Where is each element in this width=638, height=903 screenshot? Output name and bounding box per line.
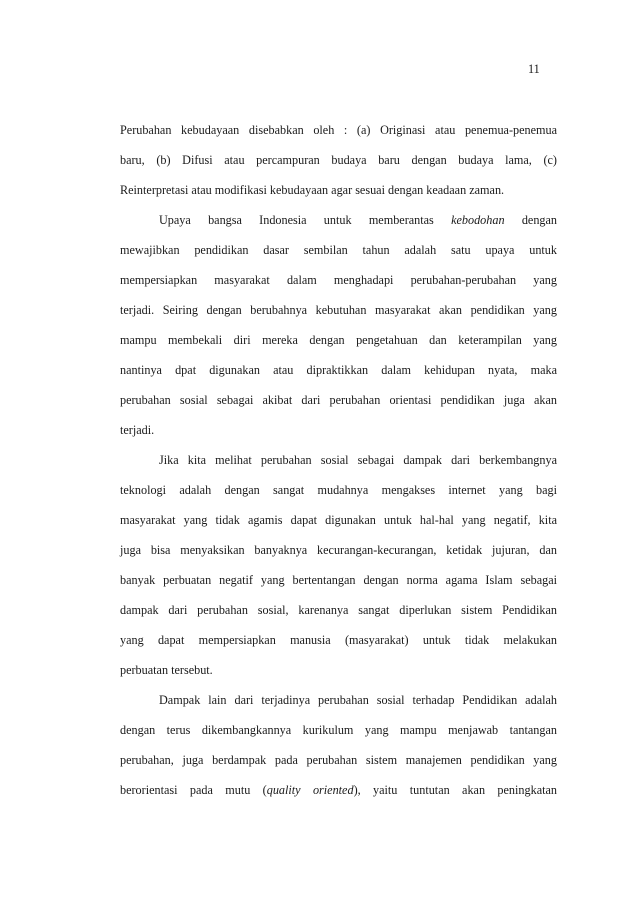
text-line: terjadi. Seiring dengan berubahnya kebutuhan masyarakat akan pendidikan yang — [120, 303, 557, 317]
text-line: mewajibkan pendidikan dasar sembilan tahun adalah satu upaya untuk — [120, 243, 557, 257]
page-number: 11 — [528, 62, 540, 76]
italic-term: quality oriented — [266, 783, 354, 797]
text-line: yang dapat mempersiapkan manusia (masyarakat) untuk tidak melakukan — [120, 633, 557, 647]
text-line: Jika kita melihat perubahan sosial sebagai dampak dari berkembangnya — [159, 453, 557, 467]
text-line: perubahan, juga berdampak pada perubahan sistem manajemen pendidikan yang — [120, 753, 557, 767]
text-line: Dampak lain dari terjadinya perubahan sosial terhadap Pendidikan adalah — [159, 693, 557, 707]
text-line: dengan terus dikembangkannya kurikulum yang mampu menjawab tantangan — [120, 723, 557, 737]
text-line: masyarakat yang tidak agamis dapat digunakan untuk hal-hal yang negatif, kita — [120, 513, 557, 527]
text-line: Perubahan kebudayaan disebabkan oleh : (a) Originasi atau penemua-penemua — [120, 123, 557, 137]
text-line: berorientasi pada mutu (quality oriented), yaitu tuntutan akan peningkatan — [120, 783, 557, 797]
text-line: banyak perbuatan negatif yang bertentangan dengan norma agama Islam sebagai — [120, 573, 557, 587]
text-line: teknologi adalah dengan sangat mudahnya mengakses internet yang bagi — [120, 483, 557, 497]
text-line: perubahan sosial sebagai akibat dari perubahan orientasi pendidikan juga akan — [120, 393, 557, 407]
text-line: mampu membekali diri mereka dengan pengetahuan dan keterampilan yang — [120, 333, 557, 347]
italic-term: kebodohan — [451, 213, 505, 227]
text-line: baru, (b) Difusi atau percampuran budaya baru dengan budaya lama, (c) — [120, 153, 557, 167]
text-line: dampak dari perubahan sosial, karenanya sangat diperlukan sistem Pendidikan — [120, 603, 557, 617]
text-line: mempersiapkan masyarakat dalam menghadapi perubahan-perubahan yang — [120, 273, 557, 287]
text-line: perbuatan tersebut. — [120, 663, 213, 677]
text-line: nantinya dpat digunakan atau dipraktikkan dalam kehidupan nyata, maka — [120, 363, 557, 377]
text-line: Reinterpretasi atau modifikasi kebudayaan agar sesuai dengan keadaan zaman. — [120, 183, 505, 197]
text-line: terjadi. — [120, 423, 155, 437]
text-line: juga bisa menyaksikan banyaknya kecurangan-kecurangan, ketidak jujuran, dan — [120, 543, 557, 557]
text-line: Upaya bangsa Indonesia untuk memberantas kebodohan dengan — [159, 213, 558, 227]
